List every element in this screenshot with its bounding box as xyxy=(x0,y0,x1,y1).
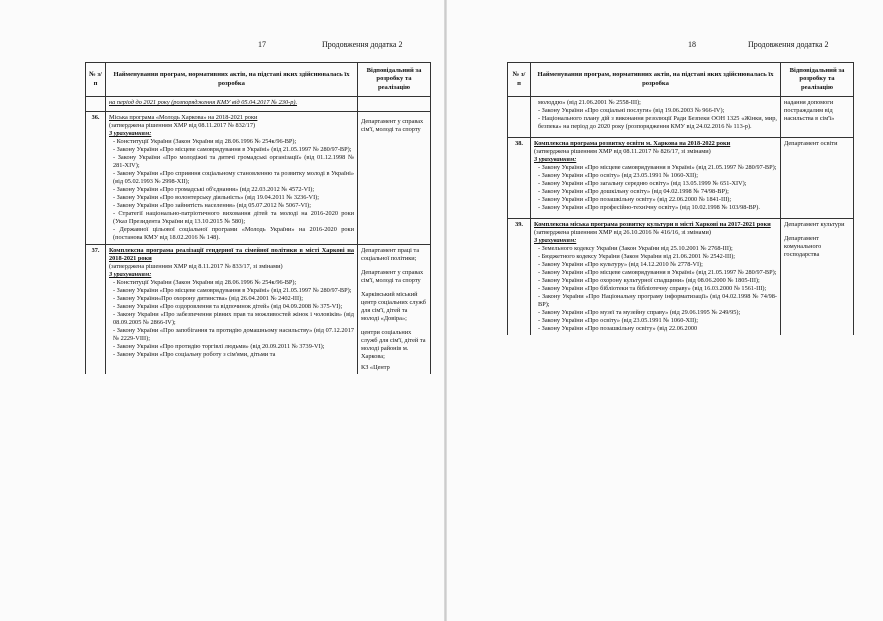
considering-heading: З урахуванням: xyxy=(109,271,152,278)
legal-act: - Закону України «Про освіту» (від 23.05.1991 № 1060-XII); xyxy=(538,317,699,324)
department-name: Департамент праці та соціальної політики; xyxy=(361,247,420,262)
table-row xyxy=(508,219,854,336)
col-number-header: № з/п xyxy=(508,63,531,97)
program-description xyxy=(106,112,358,245)
program-title: Комплексна програма розвитку освіти м. Харкова на 2018-2022 роки xyxy=(534,140,731,147)
appendix-note: Продовження додатка 2 xyxy=(748,40,829,49)
legal-act: - Закону України «Про волонтерську діяльність» (від 19.04.2011 № 3236-VI); xyxy=(113,194,320,201)
program-description xyxy=(106,245,358,375)
legal-act: - Закону України «Про бібліотеки та бібліотечну справу» (від 16.03.2000 № 1561-III); xyxy=(538,285,767,292)
row-number: 39. xyxy=(508,219,531,336)
col-responsible-header: Відповідальний за розробку та реалізацію xyxy=(781,63,854,97)
program-description xyxy=(531,219,781,336)
table-row-continued xyxy=(508,97,854,138)
col-responsible-header: Відповідальний за розробку та реалізацію xyxy=(358,63,431,97)
responsible-department xyxy=(781,219,854,336)
department-name: Департамент у справах сім'ї, молоді та спорту xyxy=(361,118,424,133)
legal-act: - Закону України «Про місцеве самоврядування в Україні» (від 21.05.1997 № 280/97-ВР); xyxy=(538,164,777,171)
program-approval: (затверджена рішенням ХМР від 26.10.2016 № 416/16, зі змінами) xyxy=(534,229,711,236)
col-name-header: Найменування програм, нормативних актів, на підставі яких здійснювалась їх розробка xyxy=(531,63,781,97)
legal-act: - Закону України «Про культуру» (від 14.12.2010 № 2778-VI); xyxy=(538,261,703,268)
program-approval: (затверджена рішенням ХМР від 08.11.2017 № 832/17) xyxy=(109,122,256,129)
row-number: 36. xyxy=(86,112,106,245)
legal-act: - Земельного кодексу України (Закон України від 25.10.2001 № 2768-III); xyxy=(538,245,733,252)
considering-heading: З урахуванням: xyxy=(534,156,577,163)
right-page xyxy=(447,0,883,621)
department-name: Харківський міський центр соціальних служб для сім'ї, дітей та молоді «Довіра»; xyxy=(361,291,426,322)
legal-act: - Закону України «Про професійно-технічну освіту» (від 10.02.1998 № 103/98-ВР). xyxy=(538,204,760,211)
row-number: 38. xyxy=(508,138,531,219)
considering-heading: З урахуванням: xyxy=(109,130,152,137)
legal-act: - Конституції України (Закон України від 28.06.1996 № 254к/96-ВР); xyxy=(113,138,297,145)
legal-act: - Закону України «Про соціальні послуги» (від 19.06.2003 № 966-IV); xyxy=(538,107,725,114)
program-title: Комплексна програма реалізації гендерної та сімейної політики в місті Харкові на 2018-2021 роки xyxy=(109,247,354,262)
legal-act: - Закону України «Про позашкільну освіту» (від 22.06.2000 xyxy=(538,325,698,332)
legal-act: - Закону України «Про громадські об'єднання» (від 22.03.2012 № 4572-VI); xyxy=(113,186,315,193)
legal-act: - Закону України «Про зайнятість населення» (від 05.07.2012 № 5067-VI); xyxy=(113,202,311,209)
legal-act: - Конституції України (Закон України від 28.06.1996 № 254к/96-ВР); xyxy=(113,279,297,286)
legal-act: - Державної цільової соціальної програми «Молодь України» на 2016-2020 роки (постанова КМУ від 18.02.2016 № 148). xyxy=(113,226,354,241)
program-title: Комплексна міська програма розвитку культури в місті Харкові на 2017-2021 роки xyxy=(534,221,771,228)
page-number: 17 xyxy=(258,40,266,49)
legal-act: - Закону України «Про місцеве самоврядування в Україні» (від 21.05.1997 № 280/97-ВР); xyxy=(538,269,777,276)
department-name: КЗ «Центр xyxy=(361,364,390,371)
legal-act: - Закону України «Про музеї та музейну справу» (від 29.06.1995 № 249/95); xyxy=(538,309,741,316)
legal-act: - Закону України «Про місцеве самоврядування в Україні» (від 21.05.1997 № 280/97-ВР); xyxy=(113,146,352,153)
responsible-department: надання допомоги постраждалим від насильства в сім'ї» xyxy=(781,97,854,138)
table-row xyxy=(86,245,431,375)
legal-act: - Національного плану дій з виконання резолюції Ради Безпеки ООН 1325 «Жінки, мир, безпека» на період до 2020 року (розпорядження КМУ від 24.02.2016 № 113-р). xyxy=(538,115,777,130)
program-title: Міська програма «Молодь Харкова» на 2018-2021 роки xyxy=(109,114,258,121)
legal-act: - Закону України «Про молодіжні та дитячі громадські організації» (від 01.12.1998 № 281-XIV); xyxy=(113,154,354,169)
legal-act: - Закону України «Про забезпечення рівних прав та можливостей жінок і чоловіків» (від 08.09.2005 № 2866-IV); xyxy=(113,311,354,326)
legal-act: - Закону України «Про позашкільну освіту» (від 22.06.2000 № 1841-III); xyxy=(538,196,732,203)
legal-act: - Закону України «Про Національну програму інформатизації» (від 04.02.1998 № 74/98-ВР); xyxy=(538,293,777,308)
table-row-continued xyxy=(86,97,431,112)
responsible-department xyxy=(358,245,431,375)
responsible-department: Департамент освіти xyxy=(781,138,854,219)
legal-act: - Закону України «Про оздоровлення та відпочинок дітей» (від 04.09.2008 № 375-VI); xyxy=(113,303,343,310)
department-name: Департамент комунального господарства xyxy=(784,235,822,258)
legal-act: - Закону України «Про охорону культурної спадщини» (від 08.06.2000 № 1805-III); xyxy=(538,277,760,284)
continued-text: на період до 2021 року (розпорядження КМУ від 05.04.2017 № 230-р). xyxy=(109,99,298,106)
program-description xyxy=(531,138,781,219)
table-row xyxy=(86,112,431,245)
legal-act: - Закону України «Про запобігання та протидію домашньому насильству» (від 07.12.2017 № 2229-VIII); xyxy=(113,327,354,342)
legal-act: - Бюджетного кодексу України (Закон України від 21.06.2001 № 2542-III); xyxy=(538,253,736,260)
table-row xyxy=(508,138,854,219)
department-name: Департамент у справах сім'ї, молоді та спорту xyxy=(361,269,424,284)
row-number: 37. xyxy=(86,245,106,375)
legal-act: - Закону України «Про загальну середню освіту» (від 13.05.1999 № 651-XIV); xyxy=(538,180,747,187)
department-name: центри соціальних служб для сім'ї, дітей та молоді районів м. Харкова; xyxy=(361,329,426,360)
legal-act: молоддю» (від 21.06.2001 № 2558-III); xyxy=(538,99,641,106)
legal-act: - Закону України «Про місцеве самоврядування в Україні» (від 21.05.1997 № 280/97-ВР); xyxy=(113,287,352,294)
program-approval: (затверджена рішенням ХМР від 8.11.2017 № 833/17, зі змінами) xyxy=(109,263,283,270)
col-number-header: № з/п xyxy=(86,63,106,97)
programs-table-left xyxy=(85,62,431,374)
table-header-row xyxy=(86,63,431,97)
programs-table-right xyxy=(507,62,854,335)
col-name-header: Найменування програм, нормативних актів, на підставі яких здійснювалась їх розробка xyxy=(106,63,358,97)
legal-act: - Закону України «Про дошкільну освіту» (від 04.02.1998 № 74/98-ВР); xyxy=(538,188,729,195)
legal-act: - Закону України «Про освіту» (від 23.05.1991 № 1060-XII); xyxy=(538,172,699,179)
legal-act: - Закону України «Про соціальну роботу з сім'ями, дітьми та xyxy=(113,351,276,358)
legal-act: - Закону України «Про протидію торгівлі людьми» (від 20.09.2011 № 3739-VI); xyxy=(113,343,325,350)
legal-act: - Закону України«Про охорону дитинства» (від 26.04.2001 № 2402-III); xyxy=(113,295,303,302)
considering-heading: З урахуванням: xyxy=(534,237,577,244)
appendix-note: Продовження додатка 2 xyxy=(322,40,403,49)
program-approval: (затверджена рішенням ХМР від 08.11.2017 № 826/17, зі змінами) xyxy=(534,148,711,155)
responsible-department xyxy=(358,112,431,245)
table-header-row xyxy=(508,63,854,97)
legal-act: - Закону України «Про сприяння соціальному становленню та розвитку молоді в Україні» (від 05.02.1993 № 2998-XII); xyxy=(113,170,354,185)
page-number: 18 xyxy=(688,40,696,49)
department-name: Департамент культури xyxy=(784,221,845,228)
legal-act: - Стратегії національно-патріотичного виховання дітей та молоді на 2016-2020 роки (Указ Президента України від 13.10.2015 № 580); xyxy=(113,210,354,225)
